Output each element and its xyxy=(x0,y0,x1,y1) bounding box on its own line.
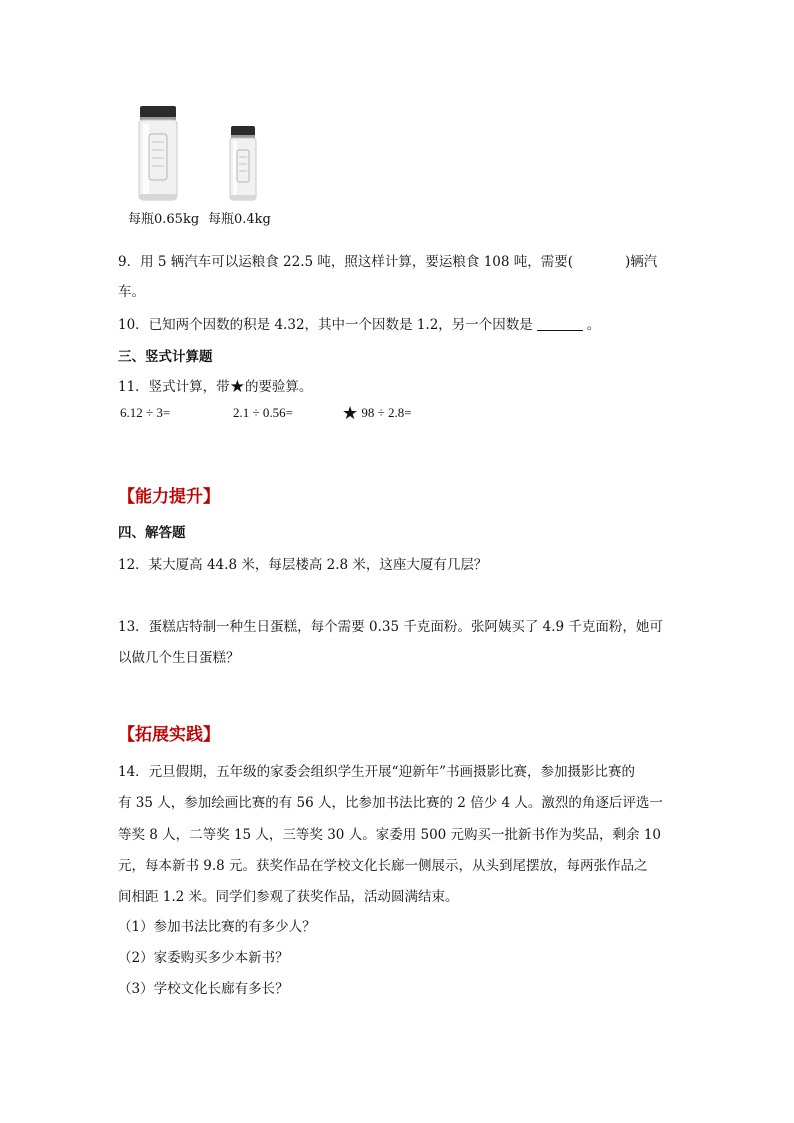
question-11-text-before: 11．竖式计算，带 xyxy=(118,379,230,395)
answer-blank[interactable] xyxy=(537,330,583,331)
section-4-title: 四、解答题 xyxy=(118,525,186,541)
big-bottle-image xyxy=(134,106,182,202)
calc-expression-3 xyxy=(342,403,412,424)
big-bottle-caption: 每瓶0.65kg xyxy=(128,212,200,227)
question-14-sub1: （1）参加书法比赛的有多少人？ xyxy=(118,919,316,935)
question-10-text-after: 。 xyxy=(586,317,601,333)
question-14-line5: 间相距 1.2 米。同学们参观了获奖作品，活动圆满结束。 xyxy=(118,889,459,905)
question-14-line3: 等奖 8 人，二等奖 15 人，三等奖 30 人。家委用 500 元购买一批新书作为奖品，剩余 10 xyxy=(118,827,662,843)
ability-heading: 【能力提升】 xyxy=(118,487,220,507)
section-3-title: 三、竖式计算题 xyxy=(118,349,213,365)
question-10 xyxy=(118,313,600,333)
star-icon: ★ xyxy=(342,403,359,423)
question-11 xyxy=(118,375,312,397)
question-9 xyxy=(118,250,657,270)
calc-expression-3-text: 98 ÷ 2.8= xyxy=(361,405,412,420)
question-9-text-after: )辆汽 xyxy=(625,254,658,270)
calc-expression-1: 6.12 ÷ 3= xyxy=(120,405,171,420)
question-13-line2: 以做几个生日蛋糕？ xyxy=(118,650,240,666)
question-13-line1: 13．蛋糕店特制一种生日蛋糕，每个需要 0.35 千克面粉。张阿姨买了 4.9 千克面粉，她可 xyxy=(118,619,663,635)
question-9-text-before: 9．用 5 辆汽车可以运粮食 22.5 吨，照这样计算，要运粮食 108 吨，需要( xyxy=(118,254,574,270)
small-bottle-image xyxy=(226,126,260,202)
question-14-sub2: （2）家委购买多少本新书？ xyxy=(118,950,289,966)
calc-expression-2: 2.1 ÷ 0.56= xyxy=(233,405,293,420)
question-11-text-after: 的要验算。 xyxy=(244,379,313,395)
question-14-line1: 14．元旦假期，五年级的家委会组织学生开展“迎新年”书画摄影比赛，参加摄影比赛的 xyxy=(118,764,635,780)
question-12: 12．某大厦高 44.8 米，每层楼高 2.8 米，这座大厦有几层？ xyxy=(118,557,488,573)
star-icon: ★ xyxy=(229,377,245,397)
extension-heading: 【拓展实践】 xyxy=(118,725,220,745)
question-9-line2: 车。 xyxy=(118,284,145,300)
question-14-line4: 元，每本新书 9.8 元。获奖作品在学校文化长廊一侧展示，从头到尾摆放，每两张作品之 xyxy=(118,858,648,874)
question-10-text-before: 10．已知两个因数的积是 4.32，其中一个因数是 1.2，另一个因数是 xyxy=(118,317,533,333)
bottles-figure xyxy=(118,100,288,230)
small-bottle-caption: 每瓶0.4kg xyxy=(208,212,271,227)
question-14-line2: 有 35 人，参加绘画比赛的有 56 人，比参加书法比赛的 2 倍少 4 人。激烈的角逐后评选一 xyxy=(118,795,663,811)
question-14-sub3: （3）学校文化长廊有多长？ xyxy=(118,981,289,997)
